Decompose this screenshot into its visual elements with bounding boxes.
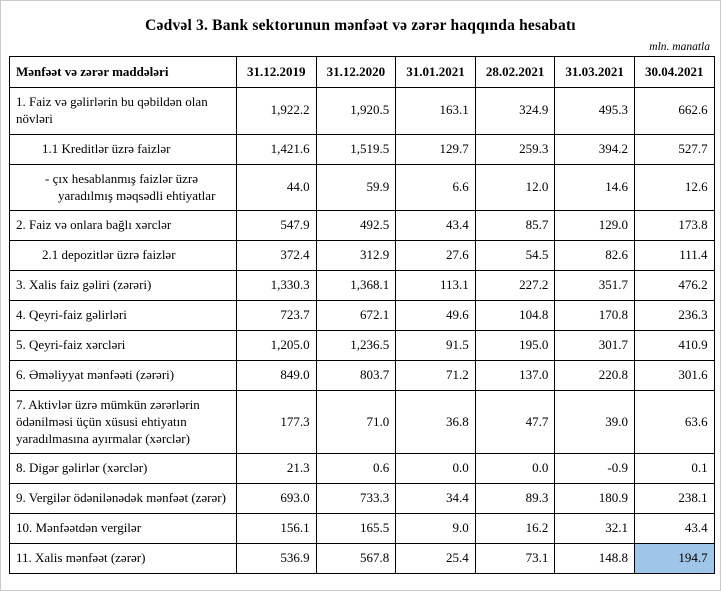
table-header-row [10, 57, 715, 88]
value-cell: 71.2 [396, 360, 476, 390]
table-row [10, 544, 715, 574]
row-label: 1.1 Kreditlər üzrə faizlər [10, 134, 237, 164]
column-header-date: 31.12.2020 [316, 57, 396, 88]
value-cell: 723.7 [237, 301, 317, 331]
value-cell: 89.3 [475, 484, 555, 514]
column-header-date: 28.02.2021 [475, 57, 555, 88]
value-cell: 173.8 [634, 211, 714, 241]
value-cell: 12.6 [634, 164, 714, 211]
value-cell: 12.0 [475, 164, 555, 211]
value-cell: 527.7 [634, 134, 714, 164]
row-label: 3. Xalis faiz gəliri (zərəri) [10, 271, 237, 301]
value-cell: 1,920.5 [316, 88, 396, 135]
column-header-date: 31.01.2021 [396, 57, 476, 88]
value-cell: -0.9 [555, 454, 635, 484]
value-cell: 1,330.3 [237, 271, 317, 301]
value-cell: 82.6 [555, 241, 635, 271]
row-label: 9. Vergilər ödənilənədək mənfəət (zərər) [10, 484, 237, 514]
value-cell: 6.6 [396, 164, 476, 211]
value-cell: 1,236.5 [316, 331, 396, 361]
row-label: - çıx hesablanmış faizlər üzrə yaradılmış məqsədli ehtiyatlar [10, 164, 237, 211]
value-cell: 1,205.0 [237, 331, 317, 361]
value-cell: 54.5 [475, 241, 555, 271]
value-cell: 44.0 [237, 164, 317, 211]
value-cell: 36.8 [396, 390, 476, 454]
value-cell: 693.0 [237, 484, 317, 514]
profit-loss-table [9, 56, 715, 574]
value-cell: 236.3 [634, 301, 714, 331]
value-cell: 372.4 [237, 241, 317, 271]
value-cell: 733.3 [316, 484, 396, 514]
value-cell: 59.9 [316, 164, 396, 211]
table-row [10, 454, 715, 484]
value-cell: 0.0 [475, 454, 555, 484]
value-cell: 238.1 [634, 484, 714, 514]
value-cell: 177.3 [237, 390, 317, 454]
value-cell: 163.1 [396, 88, 476, 135]
value-cell: 16.2 [475, 514, 555, 544]
highlighted-value-cell: 194.7 [634, 544, 714, 574]
row-label: 2.1 depozitlər üzrə faizlər [10, 241, 237, 271]
value-cell: 43.4 [634, 514, 714, 544]
row-label: 4. Qeyri-faiz gəlirləri [10, 301, 237, 331]
value-cell: 137.0 [475, 360, 555, 390]
value-cell: 63.6 [634, 390, 714, 454]
unit-note: mln. manatla [649, 41, 710, 53]
row-label: 1. Faiz və gəlirlərin bu qəbildən olan növləri [10, 88, 237, 135]
column-header-items: Mənfəət və zərər maddələri [10, 57, 237, 88]
row-label: 7. Aktivlər üzrə mümkün zərərlərin ödənilməsi üçün xüsusi ehtiyatın yaradılmasına ayırmalar (xərclər) [10, 390, 237, 454]
value-cell: 129.7 [396, 134, 476, 164]
value-cell: 803.7 [316, 360, 396, 390]
value-cell: 1,368.1 [316, 271, 396, 301]
value-cell: 0.1 [634, 454, 714, 484]
value-cell: 849.0 [237, 360, 317, 390]
value-cell: 301.6 [634, 360, 714, 390]
value-cell: 165.5 [316, 514, 396, 544]
value-cell: 195.0 [475, 331, 555, 361]
value-cell: 111.4 [634, 241, 714, 271]
value-cell: 410.9 [634, 331, 714, 361]
value-cell: 394.2 [555, 134, 635, 164]
value-cell: 476.2 [634, 271, 714, 301]
value-cell: 180.9 [555, 484, 635, 514]
value-cell: 39.0 [555, 390, 635, 454]
value-cell: 0.6 [316, 454, 396, 484]
value-cell: 49.6 [396, 301, 476, 331]
value-cell: 73.1 [475, 544, 555, 574]
table-row [10, 211, 715, 241]
value-cell: 113.1 [396, 271, 476, 301]
value-cell: 495.3 [555, 88, 635, 135]
value-cell: 312.9 [316, 241, 396, 271]
value-cell: 324.9 [475, 88, 555, 135]
row-label: 8. Digər gəlirlər (xərclər) [10, 454, 237, 484]
value-cell: 85.7 [475, 211, 555, 241]
value-cell: 32.1 [555, 514, 635, 544]
table-row [10, 271, 715, 301]
value-cell: 492.5 [316, 211, 396, 241]
value-cell: 129.0 [555, 211, 635, 241]
value-cell: 547.9 [237, 211, 317, 241]
column-header-date: 31.12.2019 [237, 57, 317, 88]
value-cell: 43.4 [396, 211, 476, 241]
value-cell: 170.8 [555, 301, 635, 331]
table-row [10, 241, 715, 271]
table-body [10, 88, 715, 574]
row-label: 5. Qeyri-faiz xərcləri [10, 331, 237, 361]
value-cell: 220.8 [555, 360, 635, 390]
value-cell: 351.7 [555, 271, 635, 301]
value-cell: 34.4 [396, 484, 476, 514]
value-cell: 91.5 [396, 331, 476, 361]
table-row [10, 390, 715, 454]
value-cell: 27.6 [396, 241, 476, 271]
value-cell: 1,922.2 [237, 88, 317, 135]
value-cell: 14.6 [555, 164, 635, 211]
row-label: 2. Faiz və onlara bağlı xərclər [10, 211, 237, 241]
value-cell: 259.3 [475, 134, 555, 164]
row-label: 11. Xalis mənfəət (zərər) [10, 544, 237, 574]
table-row [10, 134, 715, 164]
value-cell: 301.7 [555, 331, 635, 361]
page-title: Cədvəl 3. Bank sektorunun mənfəət və zərər haqqında hesabatı [145, 17, 576, 34]
value-cell: 567.8 [316, 544, 396, 574]
value-cell: 662.6 [634, 88, 714, 135]
value-cell: 672.1 [316, 301, 396, 331]
value-cell: 71.0 [316, 390, 396, 454]
value-cell: 25.4 [396, 544, 476, 574]
column-header-date: 30.04.2021 [634, 57, 714, 88]
value-cell: 1,421.6 [237, 134, 317, 164]
value-cell: 156.1 [237, 514, 317, 544]
value-cell: 1,519.5 [316, 134, 396, 164]
table-row [10, 360, 715, 390]
table-row [10, 164, 715, 211]
value-cell: 104.8 [475, 301, 555, 331]
table-row [10, 514, 715, 544]
value-cell: 148.8 [555, 544, 635, 574]
row-label: 6. Əməliyyat mənfəəti (zərəri) [10, 360, 237, 390]
table-row [10, 301, 715, 331]
row-label: 10. Mənfəətdən vergilər [10, 514, 237, 544]
value-cell: 0.0 [396, 454, 476, 484]
value-cell: 21.3 [237, 454, 317, 484]
table-row [10, 484, 715, 514]
value-cell: 9.0 [396, 514, 476, 544]
value-cell: 47.7 [475, 390, 555, 454]
column-header-date: 31.03.2021 [555, 57, 635, 88]
table-row [10, 331, 715, 361]
table-row [10, 88, 715, 135]
value-cell: 227.2 [475, 271, 555, 301]
value-cell: 536.9 [237, 544, 317, 574]
